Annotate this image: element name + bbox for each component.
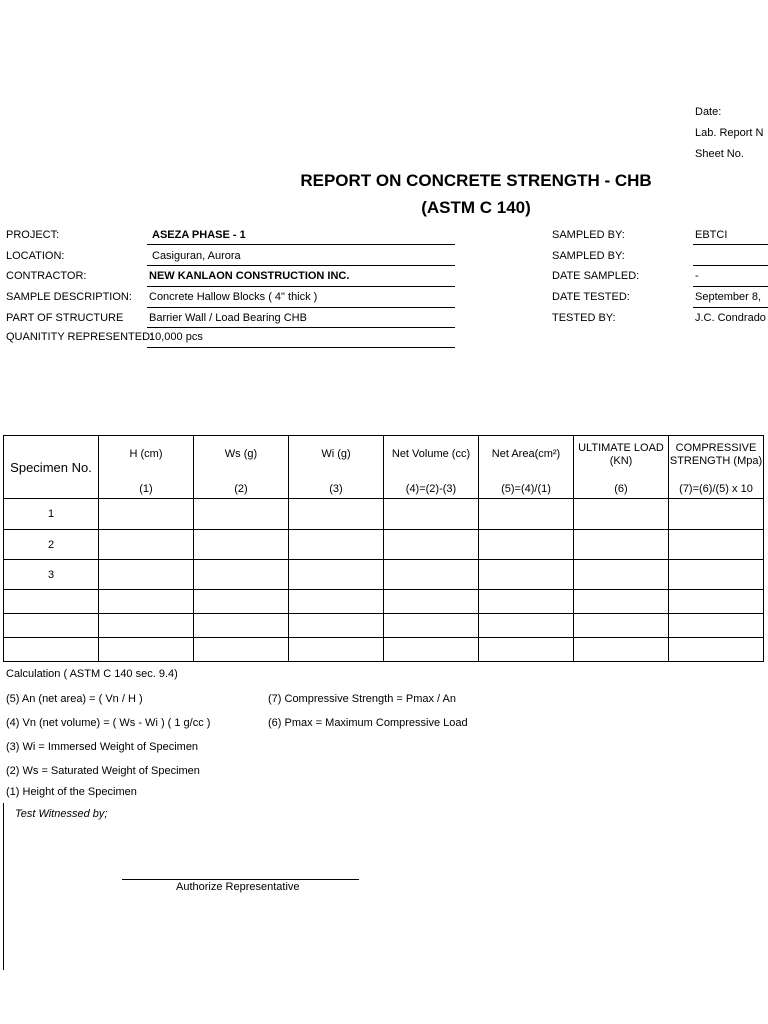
table-cell [574, 590, 669, 614]
sampled-by-underline [693, 244, 768, 245]
sampled-by-2-underline [693, 265, 768, 266]
test-witnessed-label: Test Witnessed by; [15, 808, 108, 820]
part-of-structure-value: Barrier Wall / Load Bearing CHB [149, 312, 307, 324]
table-cell [574, 499, 669, 530]
date-tested-label: DATE TESTED: [552, 291, 630, 303]
specimen-header: Specimen No. [4, 436, 99, 499]
table-row [4, 530, 764, 560]
quantity-label: QUANITITY REPRESENTED: [6, 331, 154, 343]
location-label: LOCATION: [6, 250, 65, 262]
sample-description-underline [147, 307, 455, 308]
sampled-by-value: EBTCI [695, 229, 728, 241]
table-cell [99, 614, 194, 638]
table-cell [99, 560, 194, 590]
table-cell [289, 560, 384, 590]
table-cell [479, 638, 574, 662]
table-cell [99, 499, 194, 530]
specimen-number [4, 614, 99, 638]
table-cell [384, 590, 479, 614]
location-value: Casiguran, Aurora [152, 250, 241, 262]
table-row [4, 560, 764, 590]
specimen-number [4, 590, 99, 614]
table-cell [289, 530, 384, 560]
project-value: ASEZA PHASE - 1 [152, 229, 246, 241]
tested-by-label: TESTED BY: [552, 312, 616, 324]
column-header: Ws (g) (2) [194, 436, 289, 499]
note-pmax: (6) Pmax = Maximum Compressive Load [268, 717, 468, 729]
table-cell [194, 638, 289, 662]
signature-line [122, 879, 359, 880]
table-cell [479, 614, 574, 638]
table-row [4, 614, 764, 638]
table-cell [669, 530, 764, 560]
table-cell [669, 499, 764, 530]
table-cell [194, 560, 289, 590]
report-title: REPORT ON CONCRETE STRENGTH - CHB [300, 171, 652, 190]
table-cell [574, 530, 669, 560]
table-cell [289, 638, 384, 662]
date-sampled-underline [693, 286, 768, 287]
table-cell [574, 638, 669, 662]
specimen-number [4, 638, 99, 662]
note-net-area: (5) An (net area) = ( Vn / H ) [6, 693, 143, 705]
column-header: ULTIMATE LOAD (KN) (6) [574, 436, 669, 499]
table-cell [194, 499, 289, 530]
note-net-volume: (4) Vn (net volume) = ( Ws - Wi ) ( 1 g/cc ) [6, 717, 211, 729]
table-cell [384, 499, 479, 530]
date-tested-underline [693, 307, 768, 308]
results-table [3, 435, 764, 662]
quantity-value: 10,000 pcs [149, 331, 203, 343]
column-header: Wi (g) (3) [289, 436, 384, 499]
left-border-line [3, 803, 4, 970]
date-label: Date: [695, 106, 722, 118]
sheet-no-label: Sheet No. [695, 148, 744, 160]
table-cell [479, 590, 574, 614]
table-cell [479, 560, 574, 590]
table-cell [669, 638, 764, 662]
note-immersed-weight: (3) Wi = Immersed Weight of Specimen [6, 741, 199, 753]
specimen-number: 3 [4, 560, 99, 590]
table-cell [669, 590, 764, 614]
contractor-value: NEW KANLAON CONSTRUCTION INC. [149, 270, 350, 282]
date-tested-value: September 8, [695, 291, 762, 303]
calculation-heading: Calculation ( ASTM C 140 sec. 9.4) [6, 668, 178, 680]
table-cell [194, 530, 289, 560]
table-cell [384, 530, 479, 560]
table-row [4, 638, 764, 662]
table-cell [384, 638, 479, 662]
part-of-structure-underline [147, 327, 455, 328]
table-cell [289, 590, 384, 614]
project-label: PROJECT: [6, 229, 60, 241]
table-row [4, 499, 764, 530]
date-sampled-label: DATE SAMPLED: [552, 270, 640, 282]
table-cell [194, 614, 289, 638]
signature-caption: Authorize Representative [176, 881, 300, 893]
table-row [4, 590, 764, 614]
table-cell [99, 638, 194, 662]
table-cell [669, 560, 764, 590]
specimen-number: 1 [4, 499, 99, 530]
table-cell [99, 590, 194, 614]
sample-description-value: Concrete Hallow Blocks ( 4" thick ) [149, 291, 318, 303]
table-cell [289, 499, 384, 530]
quantity-underline [147, 347, 455, 348]
contractor-underline [147, 286, 455, 287]
table-cell [99, 530, 194, 560]
table-cell [384, 560, 479, 590]
note-saturated-weight: (2) Ws = Saturated Weight of Specimen [6, 765, 200, 777]
date-sampled-value: - [695, 270, 699, 282]
note-height: (1) Height of the Specimen [6, 786, 137, 798]
part-of-structure-label: PART OF STRUCTURE [6, 312, 124, 324]
table-cell [289, 614, 384, 638]
specimen-number: 2 [4, 530, 99, 560]
table-cell [574, 614, 669, 638]
table-cell [574, 560, 669, 590]
note-compressive-strength: (7) Compressive Strength = Pmax / An [268, 693, 456, 705]
table-cell [194, 590, 289, 614]
location-underline [147, 265, 455, 266]
table-header-row [4, 436, 764, 499]
column-header: H (cm) (1) [99, 436, 194, 499]
lab-report-label: Lab. Report N [695, 127, 764, 139]
table-cell [479, 530, 574, 560]
column-header: Net Volume (cc) (4)=(2)-(3) [384, 436, 479, 499]
column-header: COMPRESSIVE STRENGTH (Mpa) (7)=(6)/(5) x 10 [669, 436, 764, 499]
report-subtitle: (ASTM C 140) [421, 198, 531, 217]
table-cell [384, 614, 479, 638]
table-cell [669, 614, 764, 638]
contractor-label: CONTRACTOR: [6, 270, 87, 282]
tested-by-value: J.C. Condrado [695, 312, 766, 324]
sampled-by-2-label: SAMPLED BY: [552, 250, 625, 262]
project-underline [147, 244, 455, 245]
sample-description-label: SAMPLE DESCRIPTION: [6, 291, 132, 303]
table-cell [479, 499, 574, 530]
sampled-by-label: SAMPLED BY: [552, 229, 625, 241]
column-header: Net Area(cm²) (5)=(4)/(1) [479, 436, 574, 499]
